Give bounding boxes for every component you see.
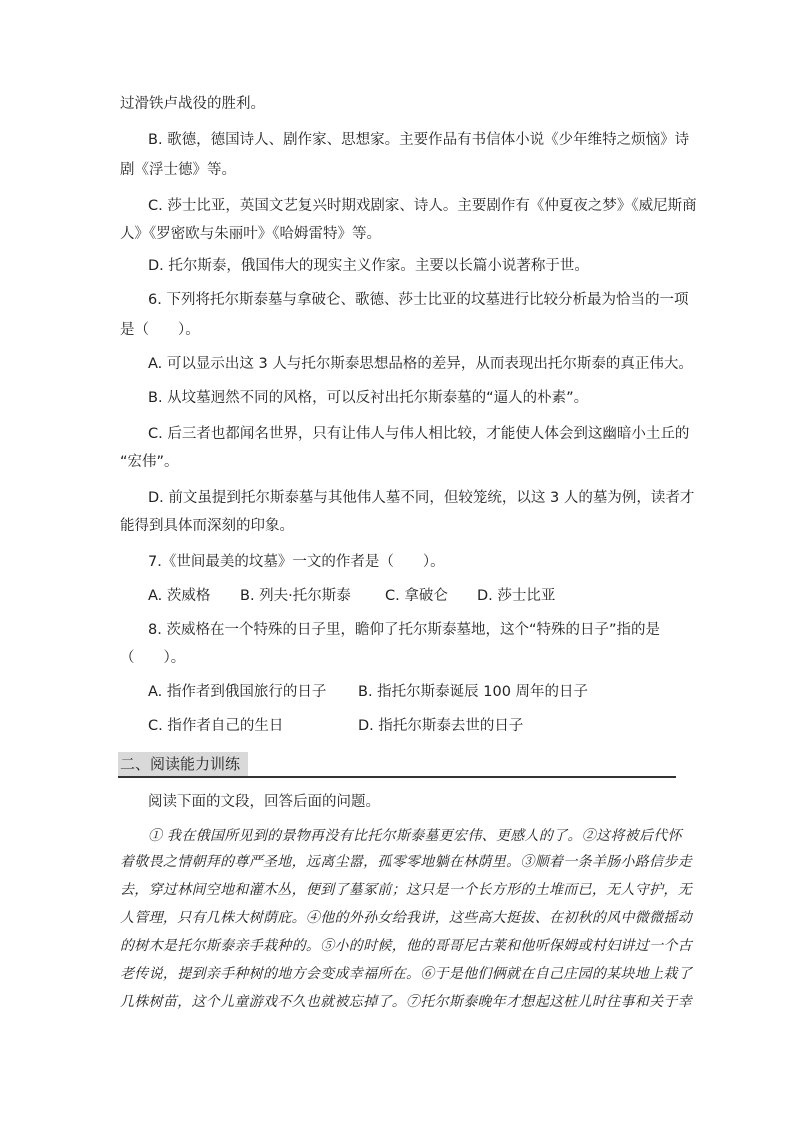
document-page: 过滑铁卢战役的胜利。 B. 歌德，德国诗人、剧作家、思想家。主要作品有书信体小说《少年维特之烦恼》诗 剧《浮士德》等。 C. 莎士比亚，英国文艺复兴时期戏剧家、诗人。主要剧作有《仲夏夜之梦》《威尼斯商 人》《罗密欧与朱丽叶》《哈姆雷特》等。 D. 托尔斯泰，俄国伟大的现实主义作家。主要以长篇小说著称于世。 6. 下列将托尔斯泰墓与拿破仑、歌德、莎士比亚的坟墓进行比较分析最为恰当的一项 是（ ）。 A. 可以显示出这 3 人与托尔斯泰思想品格的差异，从而表现出托尔斯泰的真正伟大。 B. 从坟墓迥然不同的风格，可以反衬出托尔斯泰墓的“逼人的朴素”。 C. 后三者也都闻名世界，只有让伟人与伟人相比较，才能使人体会到这幽暗小土丘的 “宏伟”。 D. 前文虽提到托尔斯泰墓与其他伟人墓不同，但较笼统，以这 3 人的墓为例，读者才 能得到具体而深刻的印象。 7.《世间最美的坟墓》一文的作者是（ ）。 A. 茨威格 B. 列夫·托尔斯泰 C. 拿破仑 D. 莎士比亚 8. 茨威格在一个特殊的日子里，瞻仰了托尔斯泰墓地，这个“特殊的日子”指的是 （ ）。 A. 指作者到俄国旅行的日子 B. 指托尔斯泰诞辰 100 周年的日子 C. 指作者自己的生日 D. 指托尔斯泰去世的日子 二、阅读能力训练 阅读下面的文段，回答后面的问题。 ① 我在俄国所见到的景物再没有比托尔斯泰墓更宏伟、更感人的了。②这将被后代怀 着敬畏之情朝拜的尊严圣地，远离尘嚣，孤零零地躺在林荫里。③顺着一条羊肠小路信步走 去，穿过林间空地和灌木丛，便到了墓冢前；这只是一个长方形的土堆而已，无人守护，无 人管理，只有几株大树荫庇。④他的外孙女给我讲，这些高大挺拔、在初秋的风中微微摇动 的树木是托尔斯泰亲手栽种的。⑤小的时候，他的哥哥尼古莱和他听保姆或村妇讲过一个古 老传说，提到亲手种树的地方会变成幸福所在。⑥于是他们俩就在自己庄园的某块地上栽了 几株树苗，这个儿童游戏不久也就被忘掉了。⑦托尔斯泰晚年才想起这桩儿时往事和关于幸: [120, 96, 697, 1010]
passage-line: 老传说，提到亲手种树的地方会变成幸福所在。⑥于是他们俩就在自己庄园的某块地上栽了: [120, 966, 692, 982]
option-a: A. 茨威格: [148, 588, 211, 604]
passage-line: 着敬畏之情朝拜的尊严圣地，远离尘嚣，孤零零地躺在林荫里。③顺着一条羊肠小路信步走: [120, 854, 692, 870]
passage-line: ① 我在俄国所见到的景物再没有比托尔斯泰墓更宏伟、更感人的了。②这将被后代怀: [148, 828, 682, 844]
passage-line: 几株树苗，这个儿童游戏不久也就被忘掉了。⑦托尔斯泰晚年才想起这桩儿时往事和关于幸: [120, 994, 692, 1010]
passage-line: 人管理，只有几株大树荫庇。④他的外孙女给我讲，这些高大挺拔、在初秋的风中微微摇动: [120, 910, 692, 926]
section-divider: [118, 776, 676, 778]
option-d: D. 指托尔斯泰去世的日子: [358, 718, 524, 734]
option-b: B. 指托尔斯泰诞辰 100 周年的日子: [358, 684, 589, 700]
passage-line: 的树木是托尔斯泰亲手栽种的。⑤小的时候，他的哥哥尼古莱和他听保姆或村妇讲过一个古: [120, 938, 692, 954]
section-heading: 二、阅读能力训练: [118, 752, 248, 776]
option-a: A. 指作者到俄国旅行的日子: [148, 684, 327, 700]
option-b: B. 列夫·托尔斯泰: [240, 588, 351, 604]
passage-line: 去，穿过林间空地和灌木丛，便到了墓冢前；这只是一个长方形的土堆而已，无人守护，无: [120, 882, 692, 898]
option-d: D. 莎士比亚: [477, 588, 556, 604]
option-c: C. 指作者自己的生日: [148, 718, 284, 734]
option-c: C. 拿破仑: [385, 588, 448, 604]
